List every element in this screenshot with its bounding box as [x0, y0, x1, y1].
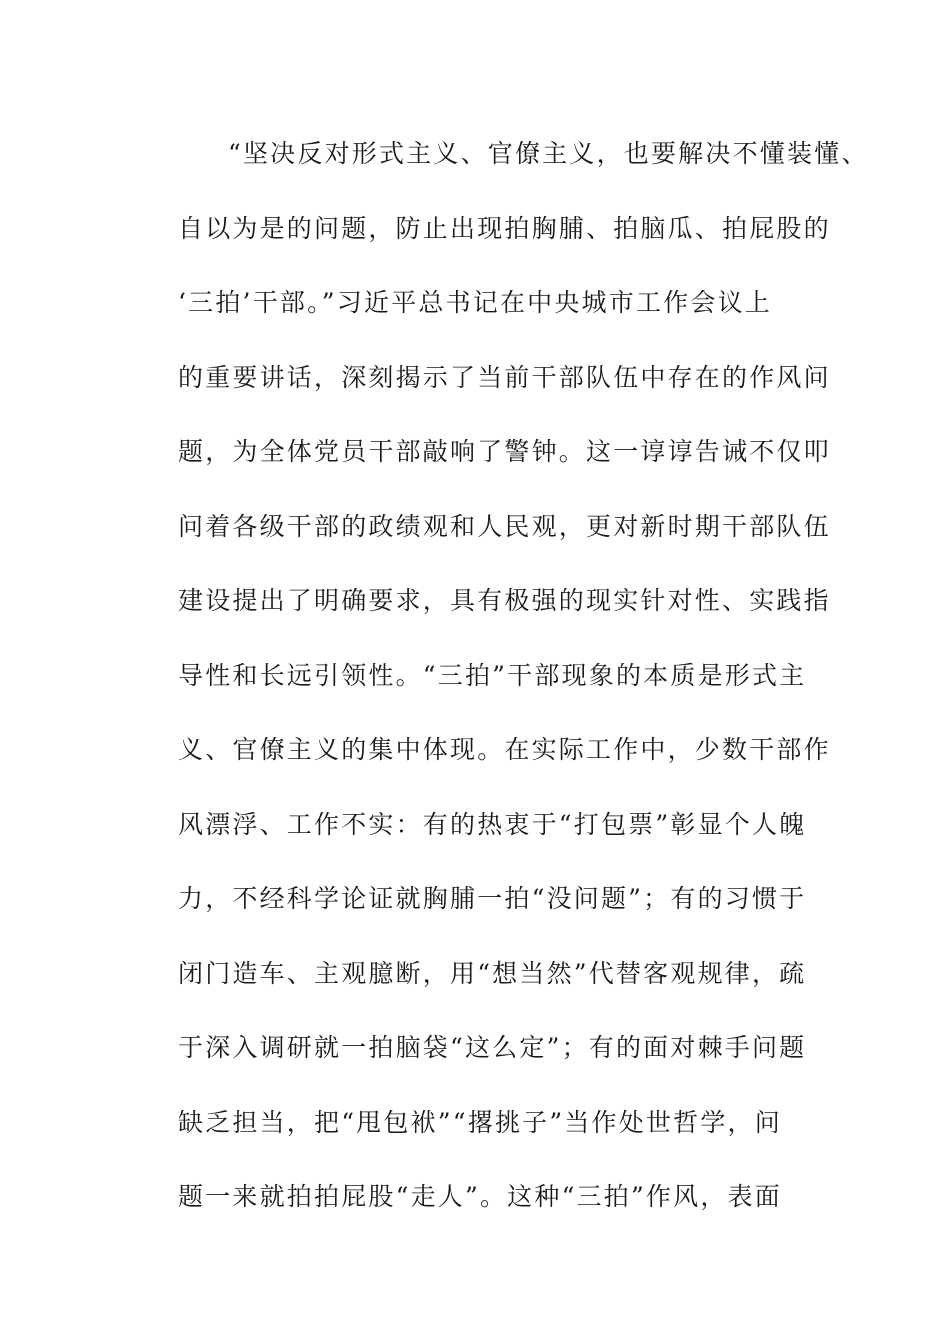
text-line: 义、官僚主义的集中体现。在实际工作中，少数干部作	[178, 735, 831, 764]
text-line: 问着各级干部的政绩观和人民观，更对新时期干部队伍	[178, 511, 831, 541]
text-line: 风漂浮、工作不实：有的热衷于“打包票”彰显个人魄	[178, 809, 807, 839]
text-line: 力，不经科学论证就胸脯一拍“没问题”；有的习惯于	[178, 884, 807, 913]
text-line: 建设提出了明确要求，具有极强的现实针对性、实践指	[178, 586, 831, 615]
text-line: 于深入调研就一拍脑袋“这么定”；有的面对棘手问题	[178, 1033, 807, 1062]
text-line: 题，为全体党员干部敲响了警钟。这一谆谆告诫不仅叩	[178, 437, 831, 466]
paragraph	[178, 132, 869, 1250]
text-line: 题一来就拍拍屁股“走人”。这种“三拍”作风，表面	[178, 1182, 782, 1211]
text-line: 闭门造车、主观臆断，用“想当然”代替客观规律，疏	[178, 958, 807, 988]
text-line: “坚决反对形式主义、官僚主义，也要解决不懂装懂、	[228, 139, 869, 168]
text-line: ‘三拍’干部。”习近平总书记在中央城市工作会议上	[178, 288, 772, 317]
text-line: 自以为是的问题，防止出现拍胸脯、拍脑瓜、拍屁股的	[178, 213, 831, 243]
text-line: 缺乏担当，把“甩包袱”“撂挑子”当作处世哲学，问	[178, 1107, 782, 1137]
text-line: 的重要讲话，深刻揭示了当前干部队伍中存在的作风问	[178, 362, 831, 392]
text-line: 导性和长远引领性。“三拍”干部现象的本质是形式主	[178, 660, 807, 690]
